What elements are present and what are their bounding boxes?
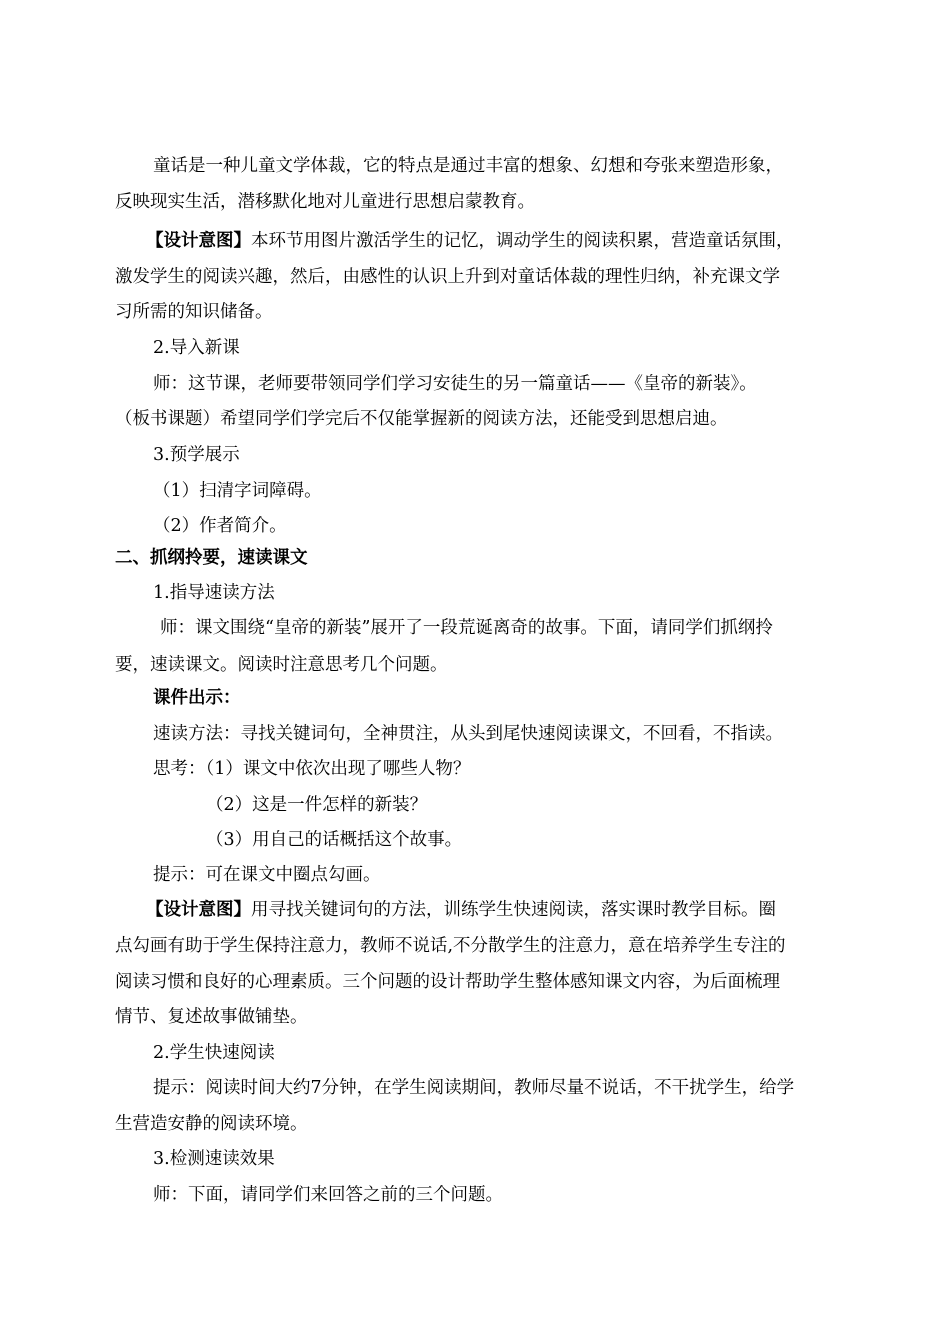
text-line: 【设计意图】用寻找关键词句的方法，训练学生快速阅读，落实课时教学目标。圈 (146, 900, 776, 920)
list-item: （1）扫清字词障碍。 (153, 481, 322, 501)
text-line: 阅读习惯和良好的心理素质。三个问题的设计帮助学生整体感知课文内容，为后面梳理 (115, 972, 780, 992)
text-line: 速读方法：寻找关键词句，全神贯注，从头到尾快速阅读课文，不回看，不指读。 (153, 724, 783, 744)
sub-heading: 3.检测速读效果 (153, 1149, 275, 1169)
text-line: （板书课题）希望同学们学完后不仅能掌握新的阅读方法，还能受到思想启迪。 (115, 409, 728, 429)
question-item: 思考：（1）课文中依次出现了哪些人物？ (153, 759, 471, 779)
text-line: 生营造安静的阅读环境。 (115, 1114, 308, 1134)
sub-heading: 2.学生快速阅读 (153, 1043, 275, 1063)
text-line: 师：这节课，老师要带领同学们学习安徒生的另一篇童话——《皇帝的新装》。 (153, 374, 757, 394)
text-line: 反映现实生活，潜移默化地对儿童进行思想启蒙教育。 (115, 192, 535, 212)
text-line: 习所需的知识储备。 (115, 302, 273, 322)
text-line: 师：下面，请同学们来回答之前的三个问题。 (153, 1185, 503, 1205)
question-item: （2）这是一件怎样的新装？ (206, 795, 428, 815)
text-line: 点勾画有助于学生保持注意力，教师不说话,不分散学生的注意力，意在培养学生专注的 (115, 936, 786, 956)
design-intent-label: 【设计意图】 (146, 231, 251, 251)
text-line: 师：课文围绕“皇帝的新装”展开了一段荒诞离奇的故事。下面，请同学们抓纲拎 (160, 618, 773, 638)
sub-heading: 3.预学展示 (153, 445, 240, 465)
list-item: （2）作者简介。 (153, 516, 287, 536)
text-line: 提示：阅读时间大约7分钟，在学生阅读期间，教师尽量不说话，不干扰学生，给学 (153, 1078, 795, 1098)
question-item: （3）用自己的话概括这个故事。 (206, 830, 463, 850)
design-intent-label: 【设计意图】 (146, 900, 251, 920)
sub-heading: 1.指导速读方法 (153, 583, 275, 603)
text-line: 要，速读课文。阅读时注意思考几个问题。 (115, 655, 448, 675)
section-heading: 二、抓纲拎要，速读课文 (115, 548, 308, 568)
text-line: 提示：可在课文中圈点勾画。 (153, 865, 381, 885)
text-line: 【设计意图】本环节用图片激活学生的记忆，调动学生的阅读积累，营造童话氛围， (146, 231, 794, 251)
sub-heading: 2.导入新课 (153, 338, 240, 358)
text-line: 激发学生的阅读兴趣，然后，由感性的认识上升到对童话体裁的理性归纳，补充课文学 (115, 267, 780, 287)
text-line: 童话是一种儿童文学体裁，它的特点是通过丰富的想象、幻想和夸张来塑造形象， (153, 156, 783, 176)
courseware-label: 课件出示： (153, 688, 241, 708)
text-line: 情节、复述故事做铺垫。 (115, 1007, 308, 1027)
